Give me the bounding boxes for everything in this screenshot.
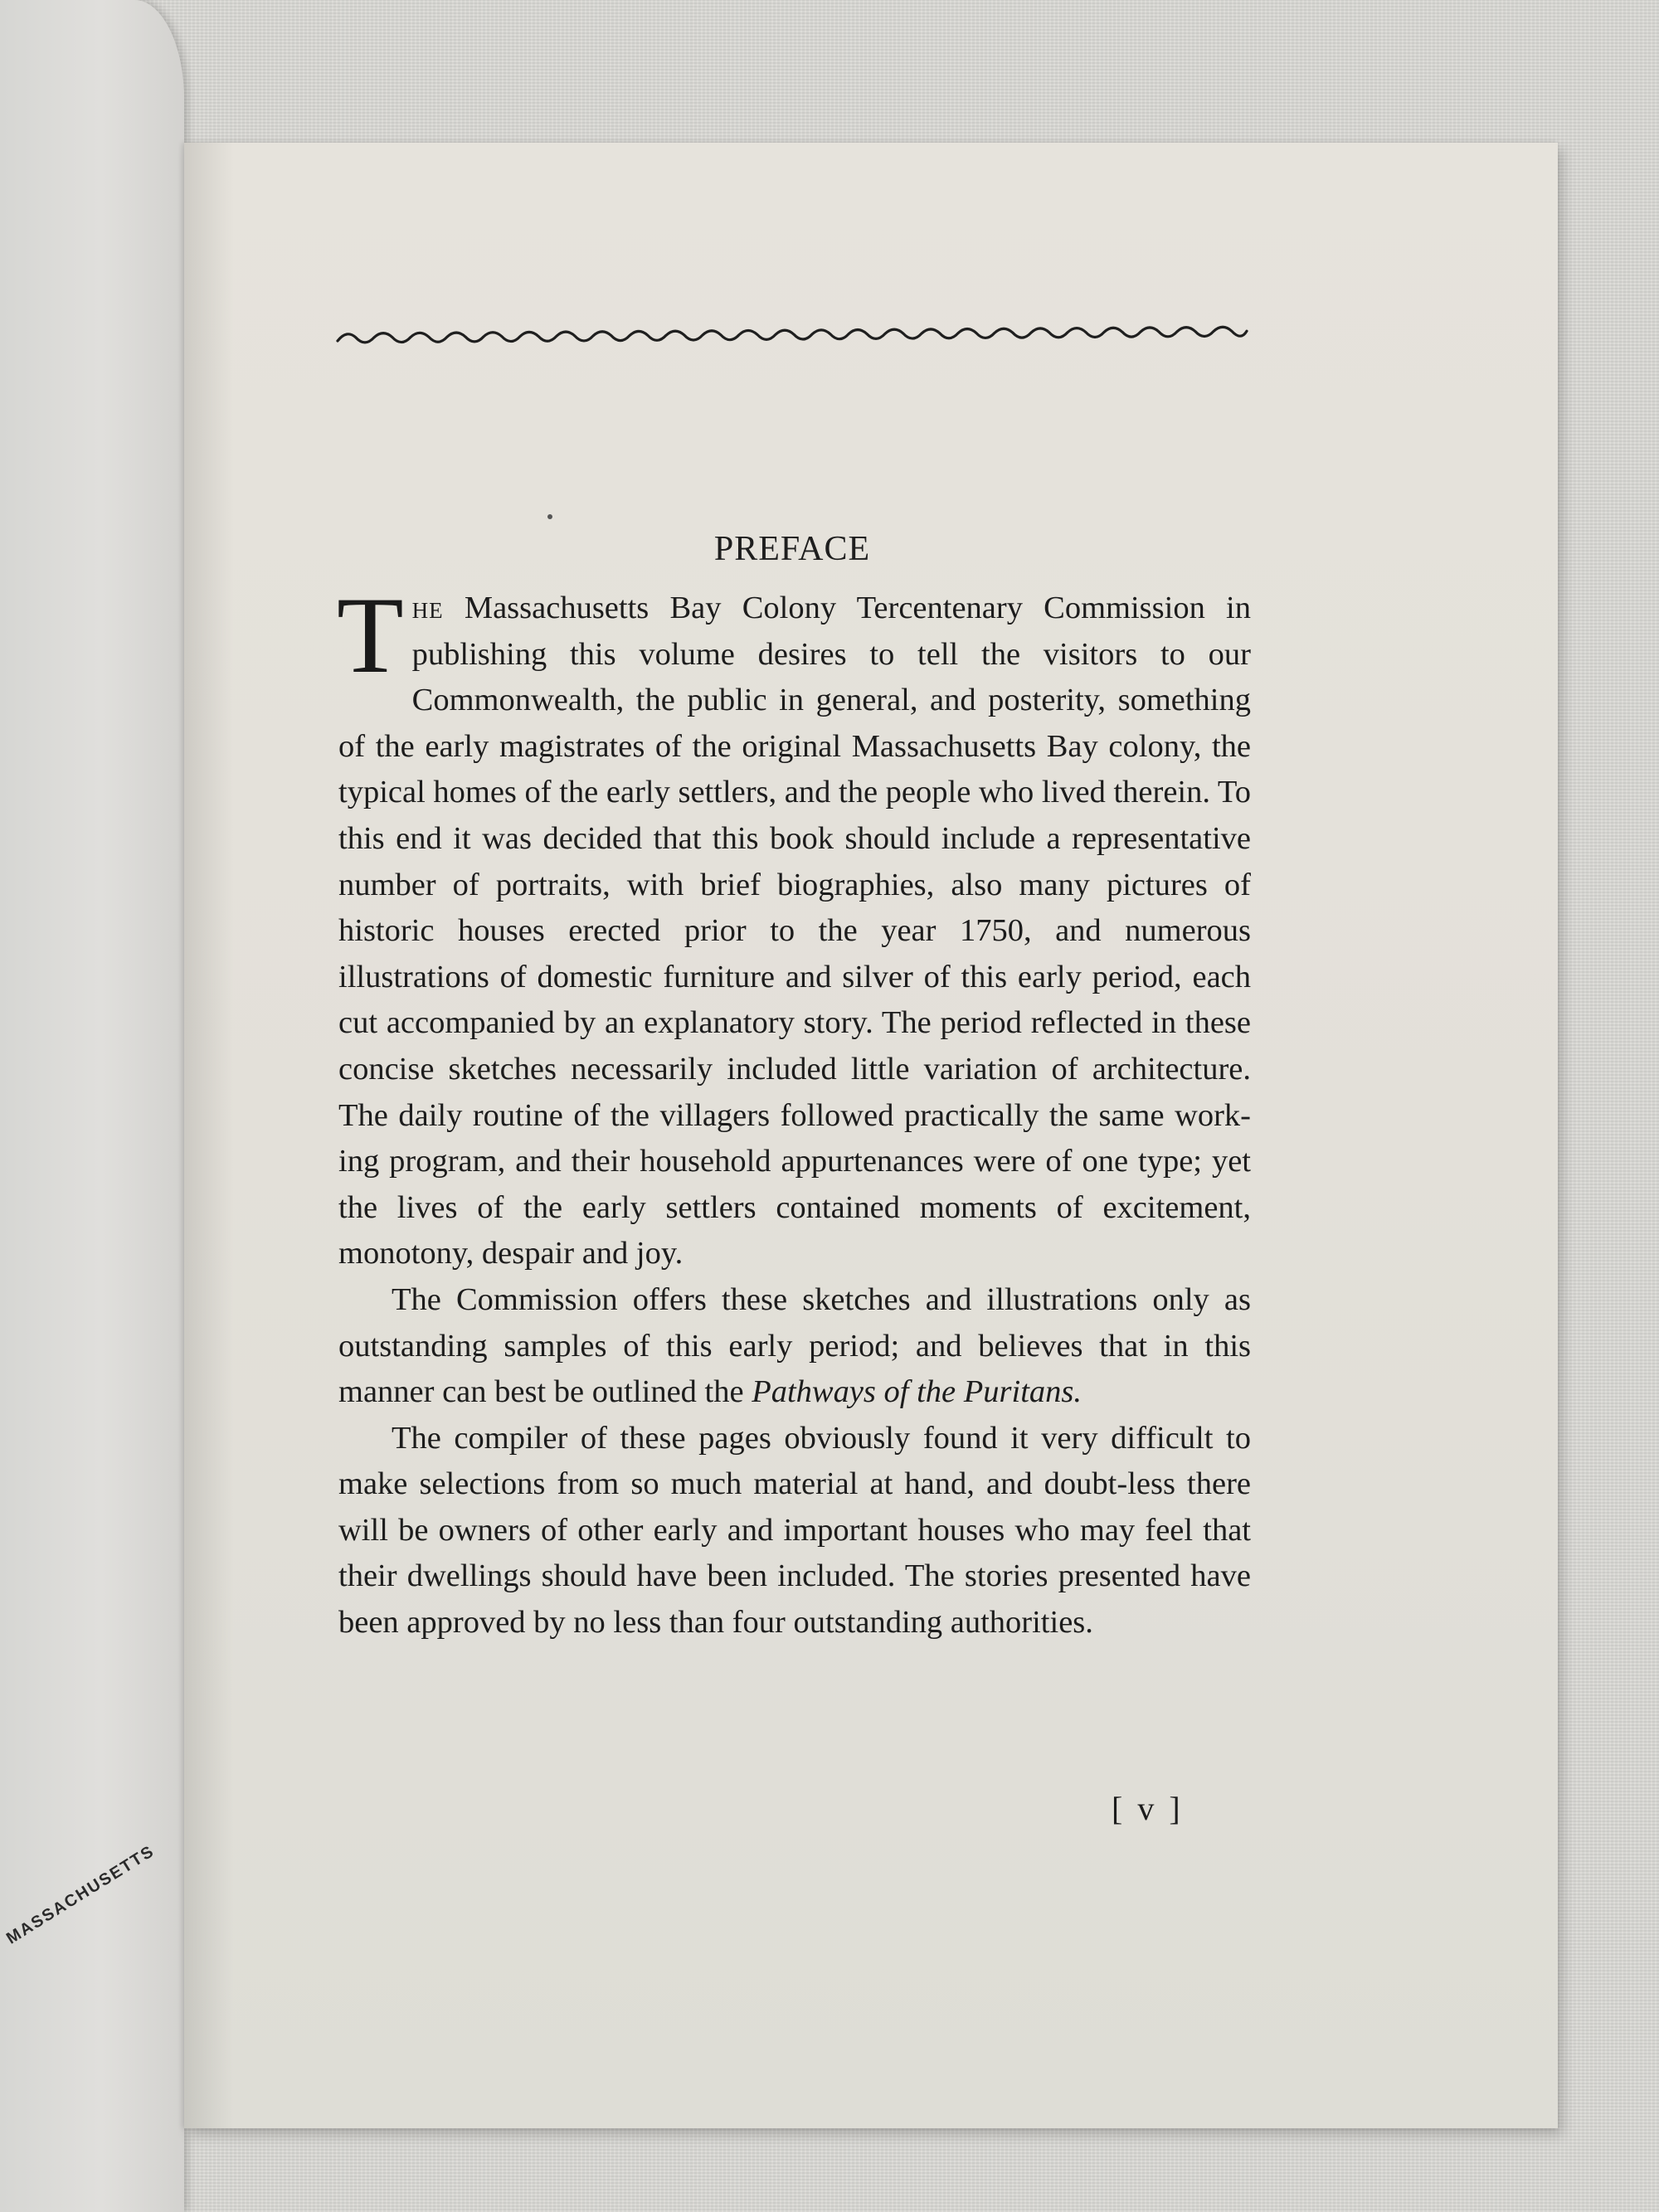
paragraph-2-text: The Commission offers these sketches and illustrations only as outstanding samples of this early period; and believes that in this manner can best be outlined the	[338, 1281, 1251, 1410]
paragraph-1	[337, 574, 1251, 1277]
facing-page	[0, 0, 184, 2212]
drop-cap: T	[337, 574, 404, 696]
page-number: [ v ]	[1112, 1790, 1184, 1827]
book-title-italic: Pathways of the Puritans.	[752, 1374, 1082, 1410]
stray-mark	[547, 514, 552, 519]
paragraph-1-text: Massachusetts Bay Colony Tercentenary Commission in publishing this volume desires to tell the visitors to our Commonwealth, the public in general, and posterity, something of the early magistrates of the original Massachusetts Bay colony, the typical homes of the early settlers, and the people who lived therein. To this end it was decided that this book should include a representative number of portraits, with brief biographies, also many pictures of historic houses erected prior to the year 1750, and numerous illustrations of domestic furniture and silver of this early period, each cut accompanied by an explanatory story. The period reflected in these concise sketches necessarily included little variation of architecture. The daily routine of the villagers followed practically the same work-ing program, and their household appurtenances were of one type; yet the lives of the early settlers contained moments of excitement, monotony, despair and joy.	[338, 591, 1251, 1271]
paragraph-2	[338, 1277, 1251, 1416]
lead-smallcaps: he	[411, 591, 444, 625]
paragraph-3	[338, 1416, 1251, 1646]
preface-body	[337, 574, 1251, 1646]
spine-label: MASSACHUSETTS	[3, 1841, 158, 1948]
paragraph-3-text: The compiler of these pages obviously found it very difficult to make selections from so much material at hand, and doubt-less there will be owners of other early and important houses who may feel that their dwellings should have been included. The stories presented have been approved by no less than four outstanding authorities.	[338, 1420, 1251, 1641]
wavy-rule-ornament	[336, 319, 1248, 352]
page-title: PREFACE	[713, 530, 871, 568]
